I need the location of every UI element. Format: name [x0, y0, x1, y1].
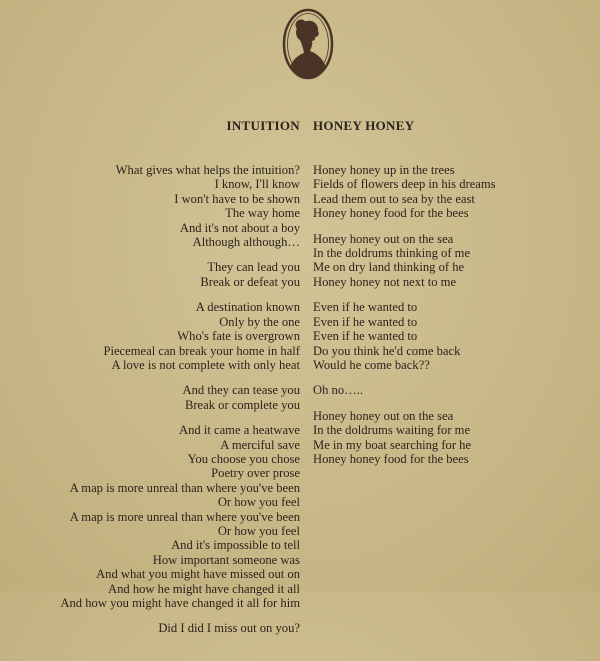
lyric-line: Me on dry land thinking of he	[313, 260, 465, 275]
lyric-line: A merciful save	[220, 437, 300, 452]
lyric-line: Honey honey up in the trees	[313, 163, 455, 178]
stanza	[313, 232, 496, 290]
lyric-line: And it came a heatwave	[179, 423, 300, 438]
lyric-line: A map is more unreal than where you've been	[69, 480, 300, 495]
woman-silhouette-cameo-icon	[282, 8, 334, 80]
lyric-line: And it's impossible to tell	[171, 538, 300, 553]
lyric-line: Lead them out to sea by the east	[313, 191, 475, 206]
lyric-line: A map is more unreal than where you've been	[69, 509, 300, 524]
stanza	[313, 300, 496, 372]
lyric-line: You choose you chose	[187, 451, 300, 466]
stanza	[60, 300, 300, 372]
lyric-line: Me in my boat searching for he	[313, 437, 472, 452]
lyric-line: Oh no…..	[313, 383, 364, 398]
lyric-line: Honey honey food for the bees	[313, 206, 469, 221]
lyric-line: Break or complete you	[184, 397, 300, 412]
lyric-line: Honey honey out on the sea	[313, 231, 454, 246]
lyric-line: Even if he wanted to	[313, 329, 418, 344]
lyric-line: Did I did I miss out on you?	[158, 621, 300, 636]
song-title-honey-honey: HONEY HONEY	[313, 117, 415, 133]
lyric-line: They can lead you	[207, 260, 300, 275]
stanza	[60, 383, 300, 412]
lyric-line: Piecemeal can break your home in half	[103, 343, 300, 358]
stanza	[313, 409, 496, 467]
stanza	[313, 163, 496, 221]
lyric-line: Or how you feel	[217, 495, 300, 510]
lyric-line: I won't have to be shown	[174, 191, 300, 206]
lyric-line: Break or defeat you	[200, 274, 300, 289]
honey-honey-lyrics	[313, 90, 496, 492]
lyric-line: Who's fate is overgrown	[177, 329, 300, 344]
lyric-line: Or how you feel	[217, 523, 300, 538]
lyric-line: The way home	[225, 206, 300, 221]
lyric-line: Although although…	[192, 235, 300, 250]
lyric-line: Fields of flowers deep in his dreams	[313, 177, 496, 192]
lyric-line: Honey honey not next to me	[313, 274, 457, 289]
lyric-line: And they can tease you	[182, 383, 300, 398]
stanza	[60, 621, 300, 635]
lyric-line: Poetry over prose	[211, 466, 300, 481]
lyric-line: Would he come back??	[313, 357, 430, 372]
lyric-line: Even if he wanted to	[313, 314, 418, 329]
lyric-line: In the doldrums waiting for me	[313, 423, 471, 438]
lyric-line: And it's not about a boy	[179, 220, 300, 235]
lyric-line: Even if he wanted to	[313, 300, 418, 315]
lyric-line: And what you might have missed out on	[96, 567, 300, 582]
lyric-line: Honey honey out on the sea	[313, 408, 454, 423]
stanza	[60, 260, 300, 289]
lyric-line: And how he might have changed it all	[107, 581, 300, 596]
stanza	[60, 423, 300, 610]
lyric-line: Honey honey food for the bees	[313, 451, 469, 466]
stanza	[313, 383, 496, 397]
lyric-line: Only by the one	[219, 314, 300, 329]
lyric-line: How important someone was	[152, 552, 300, 567]
lyric-line: In the doldrums thinking of me	[313, 246, 471, 261]
lyric-line: What gives what helps the intuition?	[115, 163, 300, 178]
lyric-line: And how you might have changed it all for him	[60, 596, 300, 610]
lyric-line: A destination known	[195, 300, 300, 315]
lyric-line: Do you think he'd come back	[313, 343, 461, 358]
song-title-intuition: INTUITION	[226, 117, 300, 133]
intuition-lyrics	[60, 90, 300, 661]
lyric-line: A love is not complete with only heat	[111, 357, 300, 372]
stanza	[60, 163, 300, 249]
lyric-line: I know, I'll know	[214, 177, 300, 192]
